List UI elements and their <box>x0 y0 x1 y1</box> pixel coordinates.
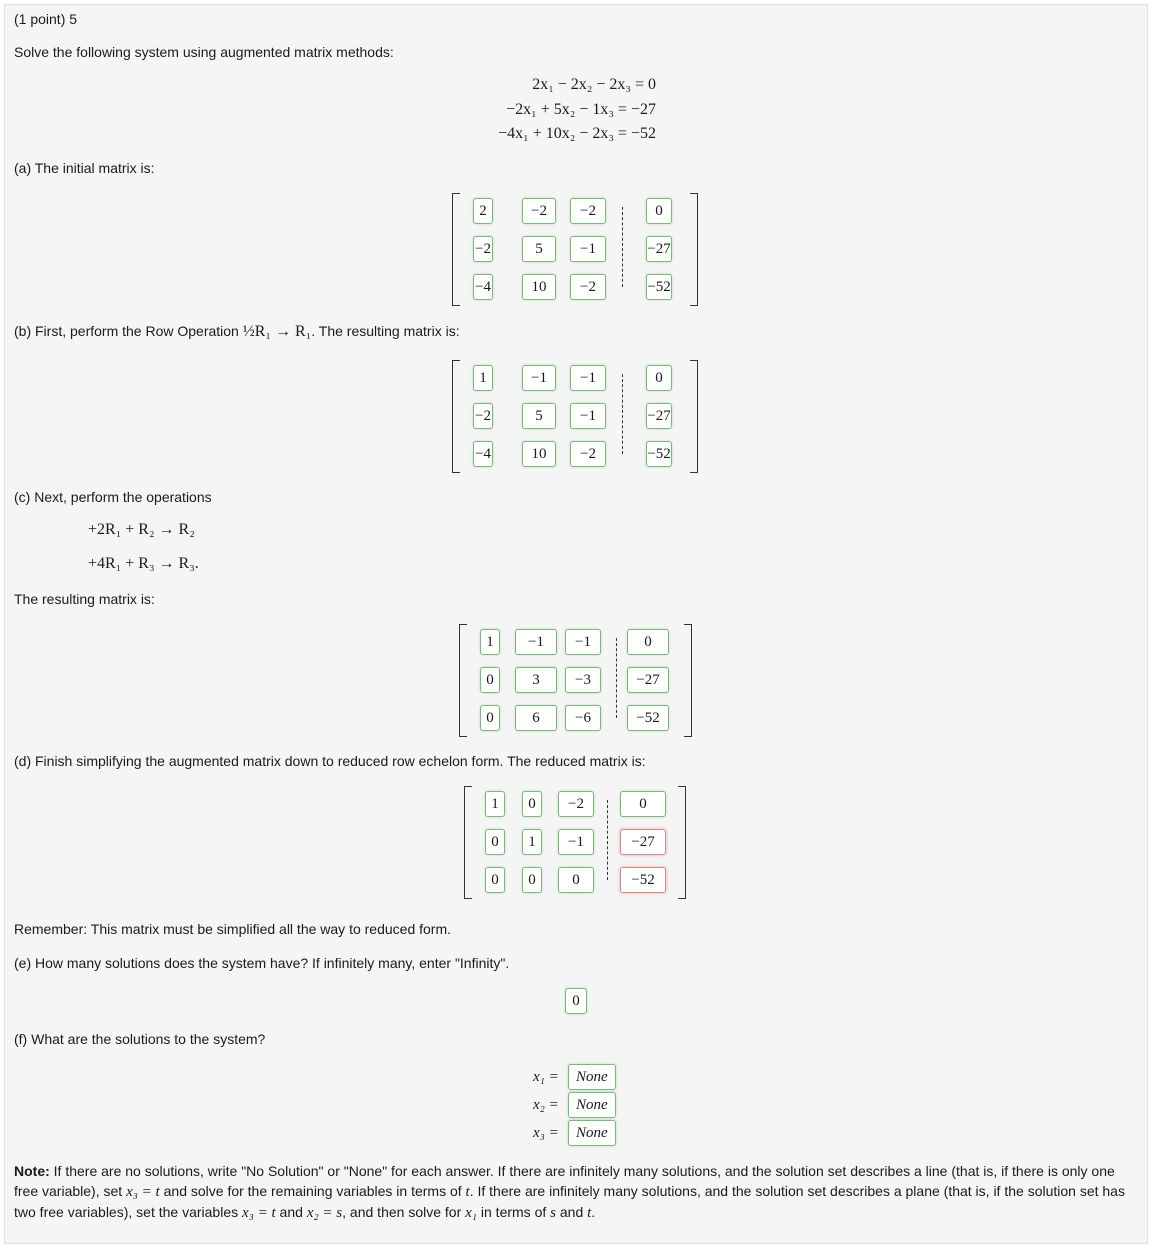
x3-input[interactable]: None <box>568 1120 616 1146</box>
solution-count-input[interactable]: 0 <box>565 988 587 1014</box>
matrix-cell-input[interactable]: −2 <box>570 274 606 300</box>
part-c-label: (c) Next, perform the operations <box>14 489 212 505</box>
matrix-cell-input[interactable]: 0 <box>620 791 666 817</box>
matrix-cell-input[interactable]: 0 <box>485 829 505 855</box>
problem-header: (1 point) 5 <box>14 11 78 27</box>
operation-1: +2R₁ + R₂ → R₂ <box>88 521 195 538</box>
equation-2: −2x₁ + 5x₂ − 1x₃ = −27 <box>506 101 656 118</box>
part-c-result-label: The resulting matrix is: <box>14 591 155 607</box>
matrix-cell-input[interactable]: −27 <box>646 236 672 262</box>
note-text <box>14 1161 1134 1223</box>
note-math: t <box>587 1205 592 1221</box>
reminder-text: Remember: This matrix must be simplified all the way to reduced form. <box>14 921 452 937</box>
note-part: and <box>275 1204 307 1220</box>
matrix-bracket-right <box>678 786 686 899</box>
matrix-cell-input[interactable]: −52 <box>646 441 672 467</box>
part-b-label <box>14 322 460 341</box>
matrix-cell-input[interactable]: 10 <box>522 441 556 467</box>
matrix-cell-input[interactable]: −1 <box>558 829 594 855</box>
matrix-cell-input[interactable]: −27 <box>646 403 672 429</box>
x2-input[interactable]: None <box>568 1092 616 1118</box>
matrix-after-b <box>452 360 698 473</box>
equation-1: 2x₁ − 2x₂ − 2x₃ = 0 <box>532 76 656 93</box>
matrix-after-c <box>459 624 692 737</box>
matrix-cell-input[interactable]: −2 <box>570 441 606 467</box>
augment-separator <box>607 800 608 880</box>
matrix-cell-input[interactable]: 0 <box>485 867 505 893</box>
var-label-x1: x₁ = <box>533 1069 559 1085</box>
equation-3: −4x₁ + 10x₂ − 2x₃ = −52 <box>498 125 656 142</box>
matrix-cell-input[interactable]: −1 <box>522 365 556 391</box>
matrix-cell-input[interactable]: 0 <box>646 198 672 224</box>
augment-separator <box>622 207 623 287</box>
note-part: , and then solve for <box>342 1204 466 1220</box>
matrix-cell-input[interactable]: 1 <box>485 791 505 817</box>
matrix-cell-input[interactable]: −2 <box>570 198 606 224</box>
matrix-cell-input[interactable]: 0 <box>558 867 594 893</box>
matrix-cell-input[interactable]: 1 <box>522 829 542 855</box>
matrix-bracket-left <box>459 624 467 737</box>
note-math: x₃ = t <box>126 1184 160 1200</box>
matrix-bracket-left <box>464 786 472 899</box>
matrix-cell-input[interactable]: −27 <box>620 829 666 855</box>
note-part: . <box>591 1204 596 1220</box>
note-math: x₂ = s <box>306 1205 343 1221</box>
part-f-label: (f) What are the solutions to the system? <box>14 1031 266 1047</box>
matrix-cell-input[interactable]: −1 <box>570 236 606 262</box>
part-d-label: (d) Finish simplifying the augmented matrix down to reduced row echelon form. The reduced matrix is: <box>14 753 646 769</box>
augment-separator <box>622 374 623 454</box>
matrix-bracket-left <box>452 360 460 473</box>
matrix-cell-input[interactable]: 5 <box>522 403 556 429</box>
note-part: and <box>555 1204 588 1220</box>
matrix-cell-input[interactable]: 0 <box>480 705 500 731</box>
matrix-cell-input[interactable]: −1 <box>515 629 557 655</box>
intro-text: Solve the following system using augmented matrix methods: <box>14 44 394 60</box>
matrix-cell-input[interactable]: 3 <box>515 667 557 693</box>
note-math: t <box>465 1184 470 1200</box>
matrix-cell-input[interactable]: 0 <box>522 791 542 817</box>
matrix-cell-input[interactable]: −4 <box>473 274 493 300</box>
row-operation: ½R₁ → R₁ <box>242 323 312 340</box>
matrix-bracket-left <box>452 193 460 306</box>
matrix-cell-input[interactable]: −6 <box>565 705 601 731</box>
matrix-cell-input[interactable]: −52 <box>627 705 669 731</box>
matrix-bracket-right <box>684 624 692 737</box>
matrix-cell-input[interactable]: 1 <box>473 365 493 391</box>
matrix-cell-input[interactable]: −3 <box>565 667 601 693</box>
matrix-cell-input[interactable]: −52 <box>646 274 672 300</box>
matrix-cell-input[interactable]: −1 <box>565 629 601 655</box>
matrix-cell-input[interactable]: −27 <box>627 667 669 693</box>
matrix-cell-input[interactable]: 0 <box>646 365 672 391</box>
var-label-x2: x₂ = <box>533 1097 559 1113</box>
matrix-cell-input[interactable]: 0 <box>522 867 542 893</box>
matrix-bracket-right <box>690 360 698 473</box>
matrix-reduced <box>464 786 686 899</box>
matrix-cell-input[interactable]: −2 <box>522 198 556 224</box>
matrix-cell-input[interactable]: −4 <box>473 441 493 467</box>
matrix-initial <box>452 193 698 306</box>
operation-2: +4R₁ + R₃ → R₃. <box>88 555 199 572</box>
note-bold-label: Note: <box>14 1163 50 1179</box>
matrix-cell-input[interactable]: −2 <box>473 236 493 262</box>
matrix-cell-input[interactable]: 10 <box>522 274 556 300</box>
matrix-cell-input[interactable]: −2 <box>558 791 594 817</box>
matrix-cell-input[interactable]: −52 <box>620 867 666 893</box>
matrix-cell-input[interactable]: 2 <box>473 198 493 224</box>
matrix-cell-input[interactable]: 5 <box>522 236 556 262</box>
augment-separator <box>616 638 617 718</box>
matrix-cell-input[interactable]: 1 <box>480 629 500 655</box>
note-math: x₁ <box>465 1205 477 1221</box>
note-part: in terms of <box>477 1204 551 1220</box>
matrix-bracket-right <box>690 193 698 306</box>
part-b-label-before: (b) First, perform the Row Operation <box>14 323 239 339</box>
matrix-cell-input[interactable]: 0 <box>627 629 669 655</box>
matrix-cell-input[interactable]: −2 <box>473 403 493 429</box>
note-part: If there are no solutions, write "No Solution" or "None" for each answer. If there are infinitely many solutions, and the solution set describes a line (that is, if there is only one free variable), set <box>14 1163 1115 1199</box>
part-a-label: (a) The initial matrix is: <box>14 160 155 176</box>
matrix-cell-input[interactable]: 6 <box>515 705 557 731</box>
var-label-x3: x₃ = <box>533 1125 559 1141</box>
note-part: . If there are infinitely many solutions, and the solution set describes a plane (that is, if the solution set has two free variables), set the variables <box>14 1183 1125 1220</box>
part-b-label-after: . The resulting matrix is: <box>311 323 460 339</box>
note-math: s <box>550 1205 556 1221</box>
part-e-label: (e) How many solutions does the system have? If infinitely many, enter "Infinity". <box>14 955 510 971</box>
note-math: x₃ = t <box>242 1205 276 1221</box>
note-part: and solve for the remaining variables in terms of <box>159 1183 466 1199</box>
matrix-cell-input[interactable]: −1 <box>570 365 606 391</box>
x1-input[interactable]: None <box>568 1064 616 1090</box>
matrix-cell-input[interactable]: 0 <box>480 667 500 693</box>
matrix-cell-input[interactable]: −1 <box>570 403 606 429</box>
